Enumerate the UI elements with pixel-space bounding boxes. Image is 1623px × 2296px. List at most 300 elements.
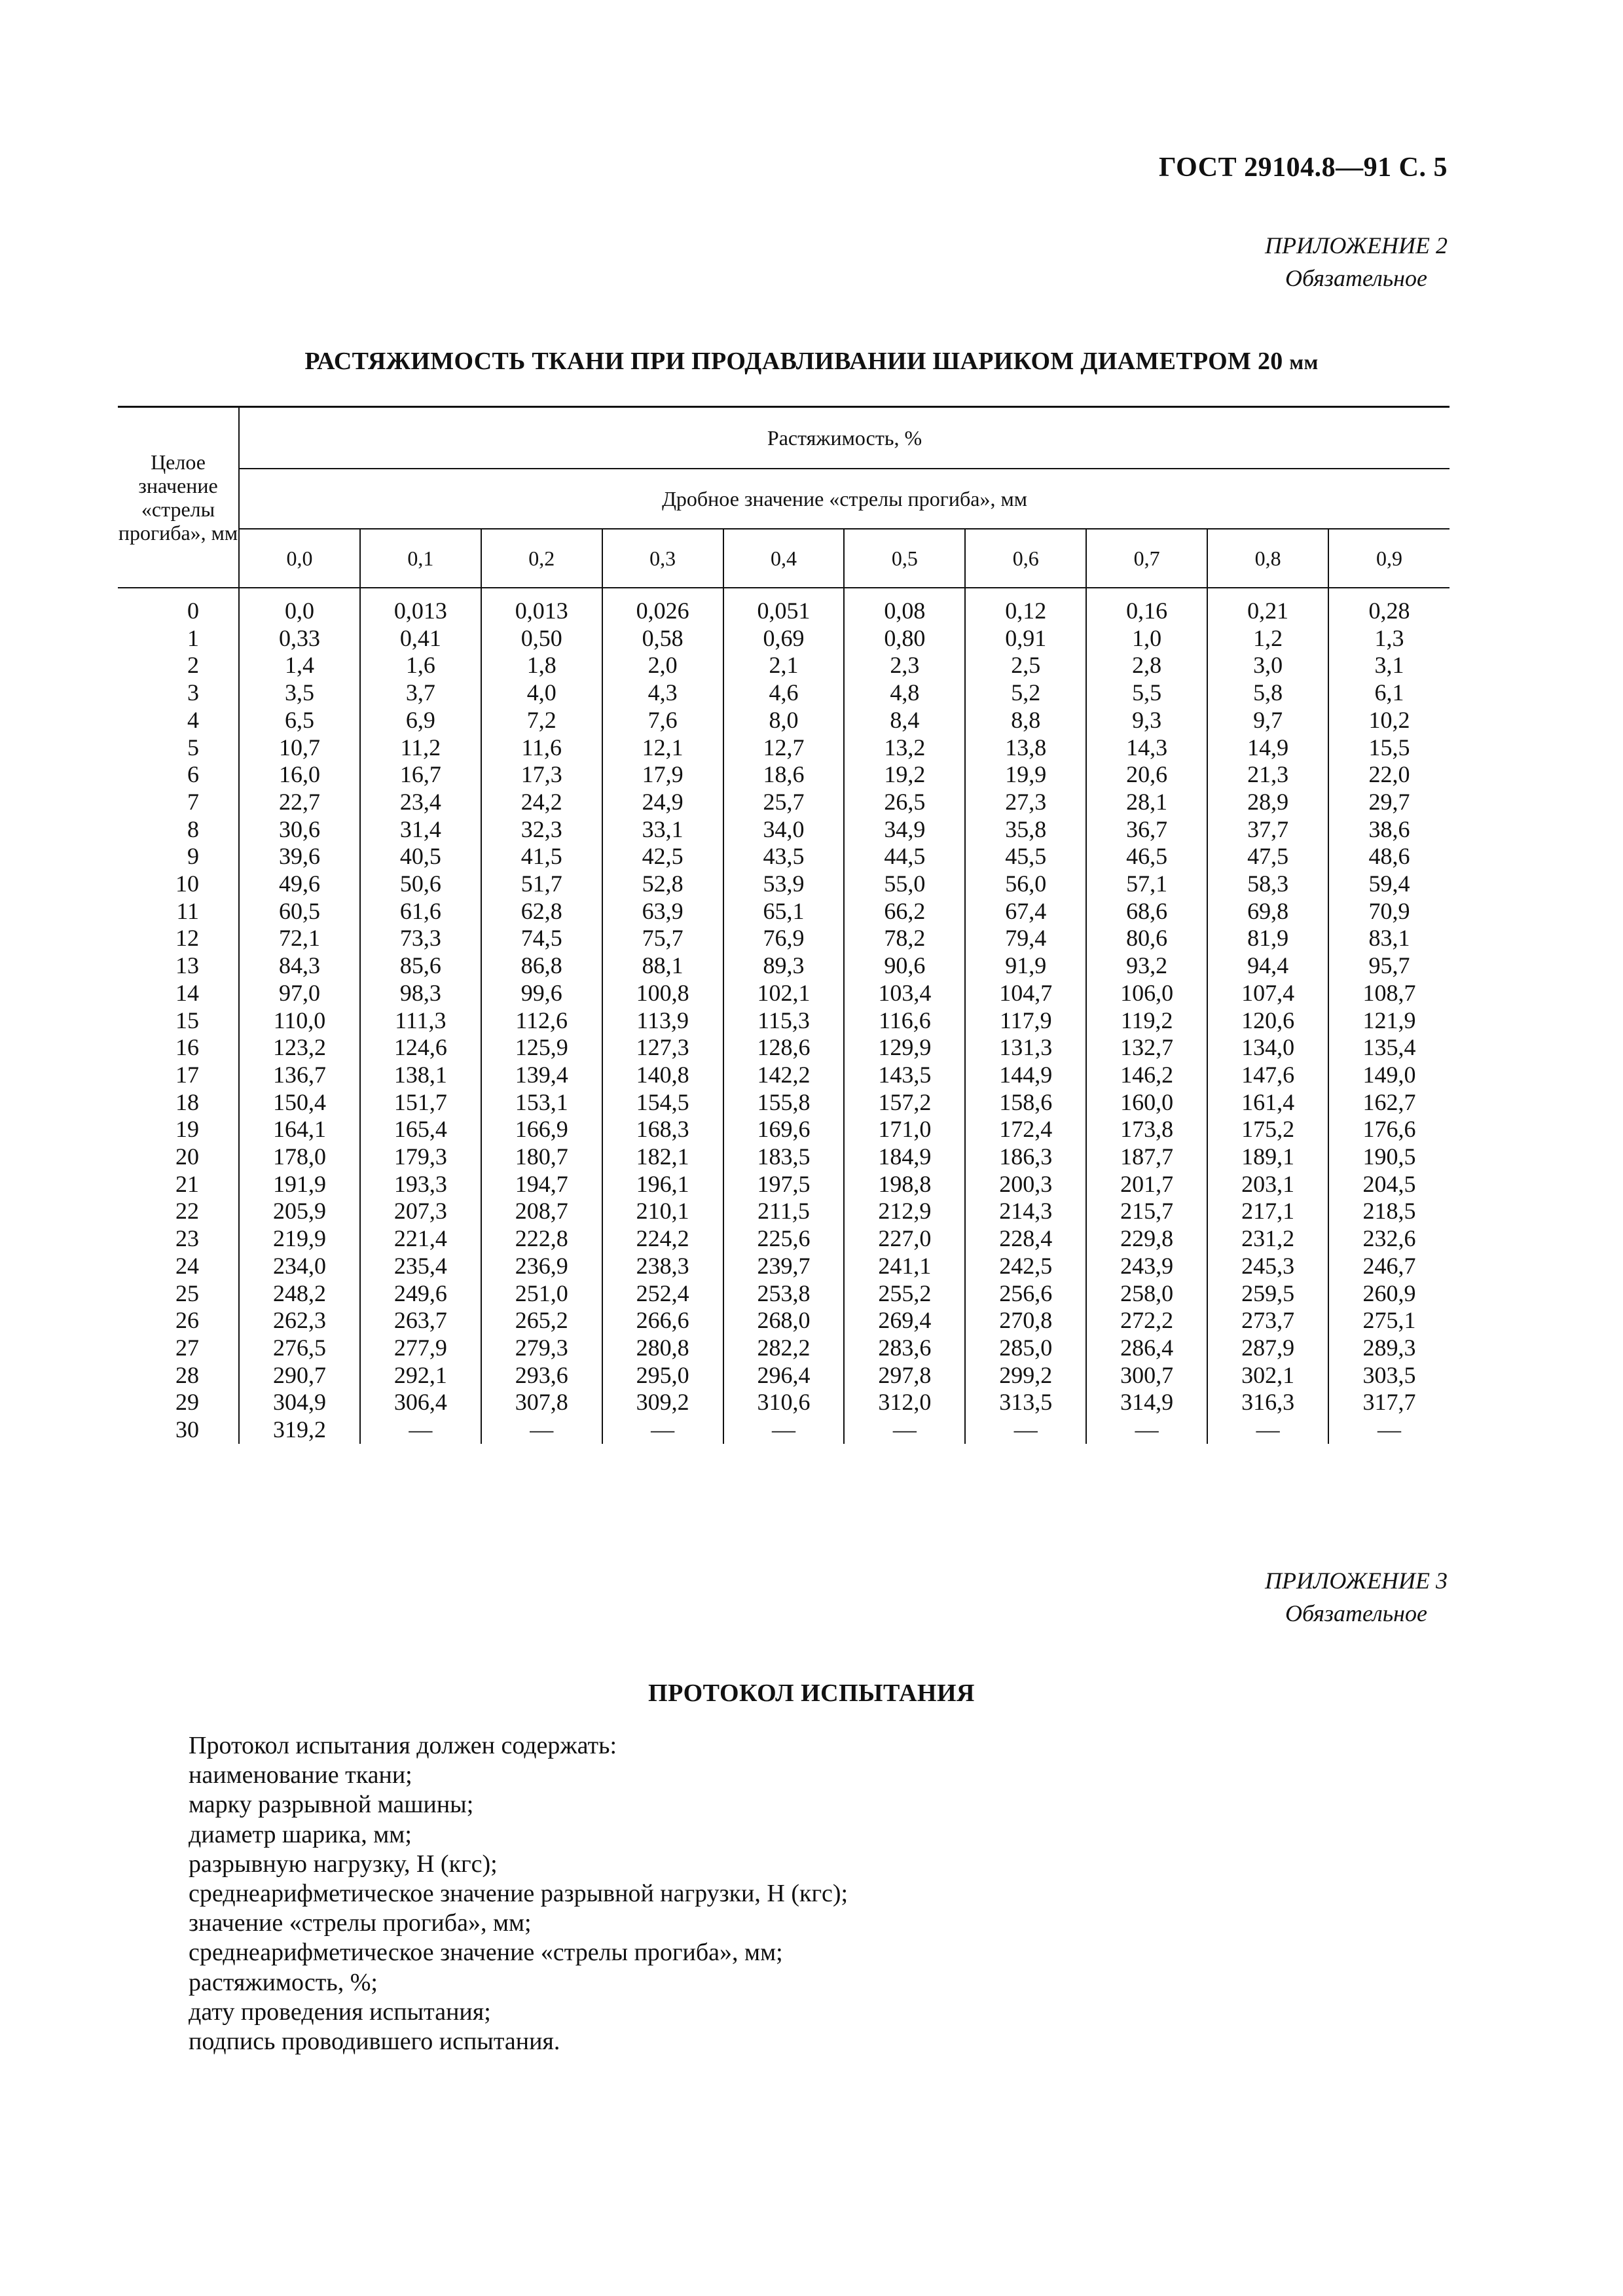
elongation-value-cell: 22,0 [1328, 761, 1450, 789]
elongation-value-cell: 279,3 [481, 1335, 602, 1362]
elongation-value-cell: 266,6 [602, 1307, 723, 1335]
elongation-value-cell: 161,4 [1207, 1089, 1328, 1117]
elongation-value-cell: 2,8 [1086, 652, 1207, 679]
elongation-value-cell: 204,5 [1328, 1171, 1450, 1198]
elongation-value-cell: 283,6 [844, 1335, 965, 1362]
elongation-value-cell: 49,6 [239, 870, 360, 898]
elongation-value-cell: 235,4 [360, 1253, 481, 1280]
elongation-value-cell: 249,6 [360, 1280, 481, 1308]
elongation-value-cell: 207,3 [360, 1198, 481, 1225]
spacer-cell [1328, 588, 1450, 598]
integer-value-cell: 29 [175, 1389, 199, 1416]
elongation-value-cell: 150,4 [239, 1089, 360, 1117]
elongation-value-cell: 151,7 [360, 1089, 481, 1117]
elongation-value-cell: 256,6 [965, 1280, 1086, 1308]
elongation-value-cell: 260,9 [1328, 1280, 1450, 1308]
elongation-value-cell: 125,9 [481, 1034, 602, 1062]
column-header: 0,2 [481, 529, 602, 588]
elongation-value-cell: 57,1 [1086, 870, 1207, 898]
elongation-value-cell: 292,1 [360, 1362, 481, 1390]
elongation-value-cell: 121,9 [1328, 1007, 1450, 1035]
table-row [118, 952, 1450, 980]
elongation-value-cell: 227,0 [844, 1225, 965, 1253]
elongation-value-cell: 243,9 [1086, 1253, 1207, 1280]
elongation-value-cell: 80,6 [1086, 925, 1207, 952]
elongation-value-cell: 12,1 [602, 734, 723, 762]
elongation-value-cell: 293,6 [481, 1362, 602, 1390]
protocol-item: дату проведения испытания; [189, 1998, 491, 2026]
protocol-item: диаметр шарика, мм; [189, 1820, 412, 1848]
elongation-value-cell: 6,5 [239, 707, 360, 734]
elongation-value-cell: 290,7 [239, 1362, 360, 1390]
elongation-value-cell: 198,8 [844, 1171, 965, 1198]
elongation-value-cell: 103,4 [844, 980, 965, 1007]
integer-value-cell: 27 [175, 1334, 199, 1361]
elongation-value-cell: 314,9 [1086, 1389, 1207, 1416]
integer-value-cell: 5 [187, 734, 199, 761]
elongation-value-cell: 6,9 [360, 707, 481, 734]
table-title [0, 347, 1623, 376]
elongation-value-cell: 193,3 [360, 1171, 481, 1198]
table-row [118, 1253, 1450, 1280]
protocol-intro: Протокол испытания должен содержать: [189, 1732, 617, 1759]
elongation-value-cell: — [965, 1416, 1086, 1444]
appendix-2-title: ПРИЛОЖЕНИЕ 2 [1265, 232, 1448, 259]
integer-value-cell: 11 [176, 897, 199, 924]
fractional-deflection-header: Дробное значение «стрелы прогиба», мм [239, 469, 1450, 529]
elongation-value-cell: 239,7 [723, 1253, 845, 1280]
elongation-value-cell: 112,6 [481, 1007, 602, 1035]
elongation-value-cell: 21,3 [1207, 761, 1328, 789]
elongation-value-cell: 32,3 [481, 816, 602, 844]
elongation-value-cell: 201,7 [1086, 1171, 1207, 1198]
elongation-value-cell: 79,4 [965, 925, 1086, 952]
elongation-value-cell: 2,5 [965, 652, 1086, 679]
elongation-value-cell: 12,7 [723, 734, 845, 762]
elongation-value-cell: 34,0 [723, 816, 845, 844]
protocol-item: марку разрывной машины; [189, 1791, 474, 1819]
table-row [118, 1335, 1450, 1362]
elongation-value-cell: 143,5 [844, 1062, 965, 1089]
elongation-value-cell: 107,4 [1207, 980, 1328, 1007]
elongation-value-cell: 56,0 [965, 870, 1086, 898]
elongation-value-cell: 171,0 [844, 1116, 965, 1143]
elongation-value-cell: 10,7 [239, 734, 360, 762]
elongation-value-cell: 224,2 [602, 1225, 723, 1253]
protocol-item: наименование ткани; [189, 1761, 412, 1789]
elongation-value-cell: 252,4 [602, 1280, 723, 1308]
elongation-value-cell: 89,3 [723, 952, 845, 980]
elongation-value-cell: 160,0 [1086, 1089, 1207, 1117]
elongation-value-cell: 317,7 [1328, 1389, 1450, 1416]
elongation-value-cell: — [1086, 1416, 1207, 1444]
elongation-value-cell: 7,6 [602, 707, 723, 734]
table-row [118, 789, 1450, 816]
elongation-value-cell: 155,8 [723, 1089, 845, 1117]
elongation-value-cell: 306,4 [360, 1389, 481, 1416]
elongation-value-cell: 275,1 [1328, 1307, 1450, 1335]
elongation-value-cell: 246,7 [1328, 1253, 1450, 1280]
elongation-value-cell: 208,7 [481, 1198, 602, 1225]
elongation-value-cell: 5,2 [965, 679, 1086, 707]
integer-value-cell: 7 [187, 788, 199, 815]
integer-value-cell: 9 [187, 843, 199, 870]
elongation-value-cell: 98,3 [360, 980, 481, 1007]
elongation-value-cell: 0,051 [723, 598, 845, 625]
elongation-value-cell: 221,4 [360, 1225, 481, 1253]
elongation-value-cell: 164,1 [239, 1116, 360, 1143]
table-row [118, 1007, 1450, 1035]
elongation-value-cell: 39,6 [239, 843, 360, 870]
protocol-item: значение «стрелы прогиба», мм; [189, 1909, 532, 1937]
elongation-value-cell: 182,1 [602, 1143, 723, 1171]
elongation-value-cell: 147,6 [1207, 1062, 1328, 1089]
table-row [118, 1416, 1450, 1444]
elongation-value-cell: 19,2 [844, 761, 965, 789]
appendix-3-title: ПРИЛОЖЕНИЕ 3 [1265, 1568, 1448, 1594]
elongation-value-cell: 68,6 [1086, 898, 1207, 925]
elongation-value-cell: 186,3 [965, 1143, 1086, 1171]
protocol-item: среднеарифметическое значение разрывной нагрузки, Н (кгс); [189, 1880, 848, 1908]
elongation-value-cell: 94,4 [1207, 952, 1328, 980]
elongation-value-cell: 24,9 [602, 789, 723, 816]
elongation-value-cell: 36,7 [1086, 816, 1207, 844]
elongation-value-cell: 140,8 [602, 1062, 723, 1089]
elongation-value-cell: 135,4 [1328, 1034, 1450, 1062]
elongation-value-cell: 212,9 [844, 1198, 965, 1225]
elongation-value-cell: 43,5 [723, 843, 845, 870]
column-header: 0,1 [360, 529, 481, 588]
elongation-value-cell: 210,1 [602, 1198, 723, 1225]
elongation-value-cell: 0,013 [360, 598, 481, 625]
protocol-list [189, 1731, 848, 2056]
elongation-value-cell: 211,5 [723, 1198, 845, 1225]
elongation-value-cell: 13,8 [965, 734, 1086, 762]
elongation-value-cell: 119,2 [1086, 1007, 1207, 1035]
elongation-value-cell: 0,33 [239, 625, 360, 653]
elongation-value-cell: 242,5 [965, 1253, 1086, 1280]
elongation-value-cell: 115,3 [723, 1007, 845, 1035]
elongation-value-cell: 134,0 [1207, 1034, 1328, 1062]
elongation-value-cell: 131,3 [965, 1034, 1086, 1062]
integer-value-cell: 22 [175, 1198, 199, 1225]
table-body [118, 598, 1450, 1444]
elongation-value-cell: 194,7 [481, 1171, 602, 1198]
elongation-value-cell: 11,2 [360, 734, 481, 762]
elongation-value-cell: 108,7 [1328, 980, 1450, 1007]
integer-value-cell: 0 [187, 598, 199, 624]
table-row [118, 898, 1450, 925]
table-row [118, 1062, 1450, 1089]
elongation-value-cell: 4,6 [723, 679, 845, 707]
elongation-value-cell: 28,9 [1207, 789, 1328, 816]
elongation-value-cell: 124,6 [360, 1034, 481, 1062]
elongation-value-cell: 3,0 [1207, 652, 1328, 679]
elongation-value-cell: 139,4 [481, 1062, 602, 1089]
elongation-value-cell: 231,2 [1207, 1225, 1328, 1253]
elongation-value-cell: 272,2 [1086, 1307, 1207, 1335]
elongation-value-cell: 200,3 [965, 1171, 1086, 1198]
table-row [118, 1171, 1450, 1198]
integer-value-cell: 28 [175, 1361, 199, 1388]
elongation-value-cell: 229,8 [1086, 1225, 1207, 1253]
elongation-value-cell: 14,3 [1086, 734, 1207, 762]
protocol-item: подпись проводившего испытания. [189, 2028, 560, 2056]
elongation-value-cell: 120,6 [1207, 1007, 1328, 1035]
elongation-value-cell: 0,50 [481, 625, 602, 653]
table-row [118, 1307, 1450, 1335]
elongation-value-cell: 99,6 [481, 980, 602, 1007]
elongation-value-cell: 4,3 [602, 679, 723, 707]
elongation-value-cell: 65,1 [723, 898, 845, 925]
elongation-value-cell: 85,6 [360, 952, 481, 980]
table-row [118, 1280, 1450, 1308]
spacer-cell [844, 588, 965, 598]
elongation-value-cell: 225,6 [723, 1225, 845, 1253]
elongation-value-cell: 10,2 [1328, 707, 1450, 734]
elongation-value-cell: 319,2 [239, 1416, 360, 1444]
elongation-value-cell: 22,7 [239, 789, 360, 816]
table-row [118, 1198, 1450, 1225]
elongation-value-cell: 0,80 [844, 625, 965, 653]
table-row [118, 1225, 1450, 1253]
table-row [118, 707, 1450, 734]
elongation-value-cell: 172,4 [965, 1116, 1086, 1143]
elongation-value-cell: 75,7 [602, 925, 723, 952]
elongation-value-cell: 262,3 [239, 1307, 360, 1335]
protocol-title: ПРОТОКОЛ ИСПЫТАНИЯ [648, 1679, 975, 1707]
table-row [118, 1089, 1450, 1117]
header-spacer-row [118, 588, 1450, 598]
elongation-value-cell: 0,58 [602, 625, 723, 653]
elongation-value-cell: 168,3 [602, 1116, 723, 1143]
table-row [118, 1362, 1450, 1390]
elongation-value-cell: 37,7 [1207, 816, 1328, 844]
elongation-value-cell: 232,6 [1328, 1225, 1450, 1253]
elongation-value-cell: 129,9 [844, 1034, 965, 1062]
table-row [118, 1389, 1450, 1416]
elongation-value-cell: 102,1 [723, 980, 845, 1007]
elongation-value-cell: 287,9 [1207, 1335, 1328, 1362]
elongation-value-cell: 83,1 [1328, 925, 1450, 952]
integer-value-cell: 25 [175, 1280, 199, 1306]
column-header: 0,6 [965, 529, 1086, 588]
elongation-value-cell: 1,4 [239, 652, 360, 679]
integer-value-cell: 12 [175, 925, 199, 952]
elongation-value-cell: 113,9 [602, 1007, 723, 1035]
elongation-value-cell: 178,0 [239, 1143, 360, 1171]
elongation-value-cell: 165,4 [360, 1116, 481, 1143]
elongation-value-cell: 8,4 [844, 707, 965, 734]
elongation-value-cell: 0,28 [1328, 598, 1450, 625]
elongation-value-cell: 30,6 [239, 816, 360, 844]
integer-value-cell: 13 [175, 952, 199, 979]
protocol-item: растяжимость, %; [189, 1968, 378, 1996]
elongation-value-cell: 29,7 [1328, 789, 1450, 816]
elongation-value-cell: 97,0 [239, 980, 360, 1007]
elongation-value-cell: 58,3 [1207, 870, 1328, 898]
column-header: 0,5 [844, 529, 965, 588]
elongation-value-cell: 313,5 [965, 1389, 1086, 1416]
elongation-value-cell: 3,5 [239, 679, 360, 707]
elongation-value-cell: 86,8 [481, 952, 602, 980]
page-header: ГОСТ 29104.8—91 С. 5 [1158, 152, 1448, 183]
integer-value-cell: 8 [187, 816, 199, 842]
elongation-value-cell: 51,7 [481, 870, 602, 898]
elongation-value-cell: 270,8 [965, 1307, 1086, 1335]
elongation-value-cell: 276,5 [239, 1335, 360, 1362]
elongation-value-cell: 28,1 [1086, 789, 1207, 816]
elongation-value-cell: 24,2 [481, 789, 602, 816]
table-row [118, 652, 1450, 679]
elongation-value-cell: 95,7 [1328, 952, 1450, 980]
elongation-value-cell: — [360, 1416, 481, 1444]
integer-value-cell: 18 [175, 1088, 199, 1115]
elongation-value-cell: 248,2 [239, 1280, 360, 1308]
integer-value-cell: 1 [187, 624, 199, 651]
elongation-value-cell: 84,3 [239, 952, 360, 980]
elongation-value-cell: 273,7 [1207, 1307, 1328, 1335]
elongation-value-cell: 228,4 [965, 1225, 1086, 1253]
elongation-value-cell: 44,5 [844, 843, 965, 870]
elongation-value-cell: 309,2 [602, 1389, 723, 1416]
spacer-cell [481, 588, 602, 598]
elongation-value-cell: 47,5 [1207, 843, 1328, 870]
elongation-value-cell: 66,2 [844, 898, 965, 925]
elongation-value-cell: 61,6 [360, 898, 481, 925]
elongation-value-cell: — [602, 1416, 723, 1444]
elongation-value-cell: 166,9 [481, 1116, 602, 1143]
column-header: 0,9 [1328, 529, 1450, 588]
elongation-value-cell: 104,7 [965, 980, 1086, 1007]
elongation-value-cell: 179,3 [360, 1143, 481, 1171]
elongation-value-cell: 0,12 [965, 598, 1086, 625]
elongation-value-cell: 106,0 [1086, 980, 1207, 1007]
elongation-value-cell: 0,026 [602, 598, 723, 625]
elongation-value-cell: 11,6 [481, 734, 602, 762]
integer-value-cell: 23 [175, 1225, 199, 1252]
elongation-group-header: Растяжимость, % [239, 407, 1450, 469]
elongation-value-cell: 0,08 [844, 598, 965, 625]
elongation-value-cell: 5,5 [1086, 679, 1207, 707]
elongation-value-cell: 15,5 [1328, 734, 1450, 762]
elongation-value-cell: 18,6 [723, 761, 845, 789]
elongation-value-cell: 20,6 [1086, 761, 1207, 789]
elongation-value-cell: 35,8 [965, 816, 1086, 844]
elongation-value-cell: 3,7 [360, 679, 481, 707]
elongation-value-cell: 9,3 [1086, 707, 1207, 734]
elongation-value-cell: 173,8 [1086, 1116, 1207, 1143]
protocol-item: разрывную нагрузку, Н (кгс); [189, 1850, 498, 1878]
integer-value-cell: 2 [187, 652, 199, 679]
elongation-value-cell: 8,0 [723, 707, 845, 734]
elongation-value-cell: 304,9 [239, 1389, 360, 1416]
fraction-columns-header-row [118, 529, 1450, 588]
elongation-value-cell: 268,0 [723, 1307, 845, 1335]
elongation-value-cell: 280,8 [602, 1335, 723, 1362]
elongation-value-cell: 76,9 [723, 925, 845, 952]
table-row [118, 870, 1450, 898]
elongation-value-cell: 78,2 [844, 925, 965, 952]
elongation-value-cell: 154,5 [602, 1089, 723, 1117]
elongation-value-cell: 70,9 [1328, 898, 1450, 925]
integer-value-cell: 3 [187, 679, 199, 706]
table-row [118, 925, 1450, 952]
elongation-value-cell: 17,9 [602, 761, 723, 789]
elongation-value-cell: 289,3 [1328, 1335, 1450, 1362]
elongation-value-cell: 62,8 [481, 898, 602, 925]
elongation-value-cell: 123,2 [239, 1034, 360, 1062]
column-header: 0,4 [723, 529, 845, 588]
elongation-value-cell: 215,7 [1086, 1198, 1207, 1225]
elongation-value-cell: 128,6 [723, 1034, 845, 1062]
elongation-value-cell: — [723, 1416, 845, 1444]
elongation-value-cell: 136,7 [239, 1062, 360, 1089]
elongation-value-cell: 7,2 [481, 707, 602, 734]
integer-value-cell: 10 [175, 870, 199, 897]
elongation-value-cell: 132,7 [1086, 1034, 1207, 1062]
elongation-value-cell: 26,5 [844, 789, 965, 816]
elongation-value-cell: 69,8 [1207, 898, 1328, 925]
elongation-value-cell: 1,3 [1328, 625, 1450, 653]
elongation-value-cell: 153,1 [481, 1089, 602, 1117]
elongation-value-cell: 27,3 [965, 789, 1086, 816]
elongation-value-cell: 234,0 [239, 1253, 360, 1280]
elongation-value-cell: 218,5 [1328, 1198, 1450, 1225]
elongation-value-cell: 316,3 [1207, 1389, 1328, 1416]
elongation-value-cell: 302,1 [1207, 1362, 1328, 1390]
integer-deflection-header: Целое значение «стрелы прогиба», мм [118, 407, 239, 588]
elongation-value-cell: 116,6 [844, 1007, 965, 1035]
table-row [118, 761, 1450, 789]
integer-value-cell: 21 [175, 1170, 199, 1197]
elongation-value-cell: 23,4 [360, 789, 481, 816]
elongation-value-cell: 203,1 [1207, 1171, 1328, 1198]
elongation-value-cell: 41,5 [481, 843, 602, 870]
elongation-value-cell: 81,9 [1207, 925, 1328, 952]
integer-value-cell: 26 [175, 1307, 199, 1334]
elongation-value-cell: 88,1 [602, 952, 723, 980]
elongation-value-cell: 138,1 [360, 1062, 481, 1089]
table-row [118, 734, 1450, 762]
elongation-value-cell: 8,8 [965, 707, 1086, 734]
elongation-value-cell: 265,2 [481, 1307, 602, 1335]
elongation-value-cell: 312,0 [844, 1389, 965, 1416]
elongation-value-cell: 142,2 [723, 1062, 845, 1089]
elongation-value-cell: 300,7 [1086, 1362, 1207, 1390]
elongation-value-cell: 73,3 [360, 925, 481, 952]
elongation-value-cell: 255,2 [844, 1280, 965, 1308]
elongation-value-cell: 13,2 [844, 734, 965, 762]
integer-value-cell: 30 [175, 1416, 199, 1443]
elongation-value-cell: 285,0 [965, 1335, 1086, 1362]
table-row [118, 625, 1450, 653]
elongation-value-cell: 286,4 [1086, 1335, 1207, 1362]
integer-value-cell: 19 [175, 1116, 199, 1143]
elongation-value-cell: 33,1 [602, 816, 723, 844]
elongation-value-cell: 307,8 [481, 1389, 602, 1416]
elongation-value-cell: 1,8 [481, 652, 602, 679]
protocol-item: среднеарифметическое значение «стрелы прогиба», мм; [189, 1939, 783, 1967]
table-row [118, 1116, 1450, 1143]
elongation-value-cell: 180,7 [481, 1143, 602, 1171]
elongation-value-cell: — [844, 1416, 965, 1444]
elongation-value-cell: 100,8 [602, 980, 723, 1007]
column-header: 0,3 [602, 529, 723, 588]
elongation-value-cell: 253,8 [723, 1280, 845, 1308]
elongation-value-cell: 110,0 [239, 1007, 360, 1035]
elongation-value-cell: 219,9 [239, 1225, 360, 1253]
